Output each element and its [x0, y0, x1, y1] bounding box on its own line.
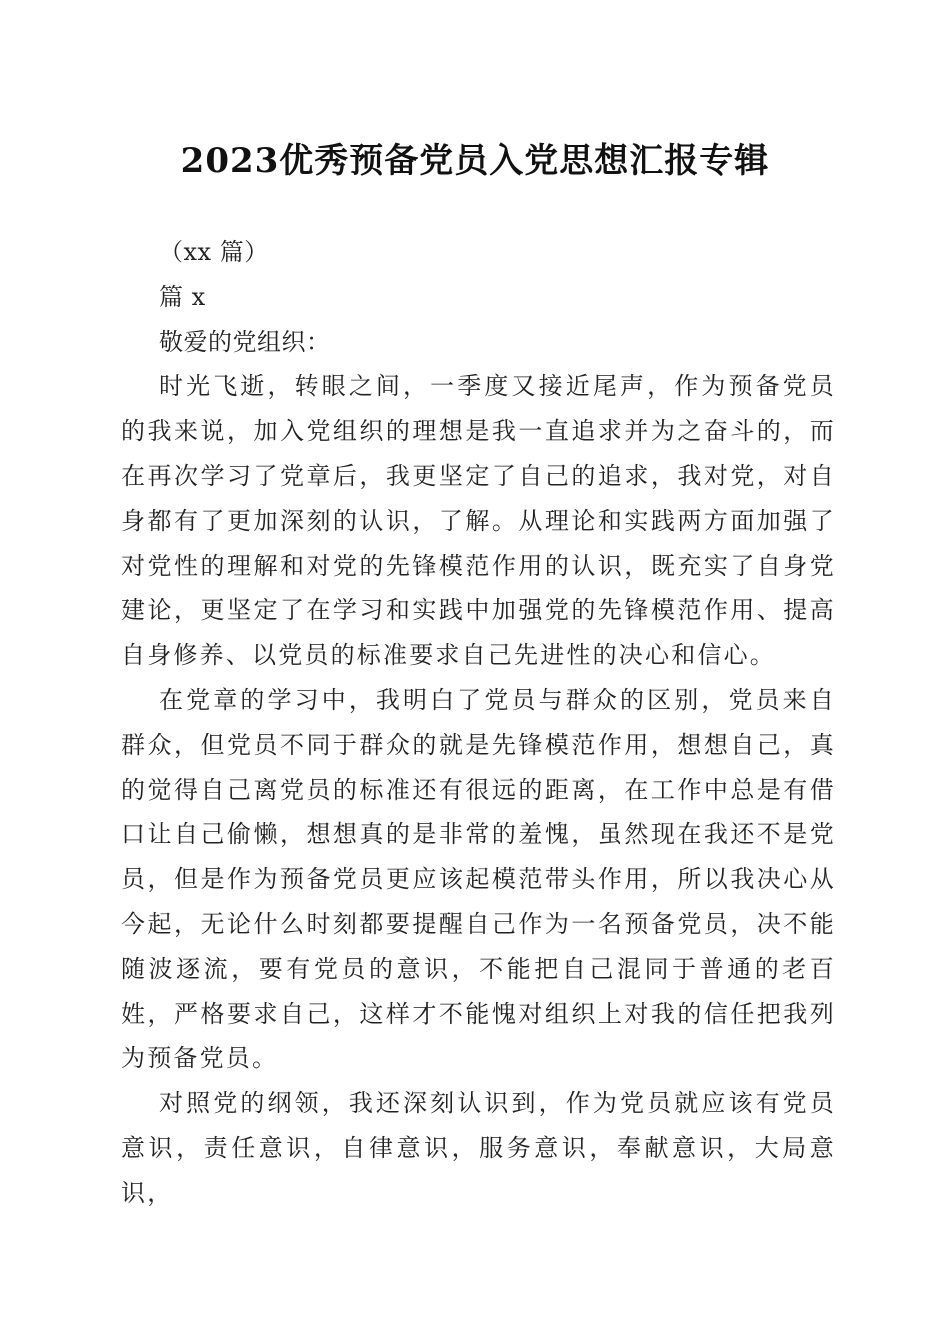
document-body	[121, 230, 836, 1216]
paragraph-2: 在党章的学习中，我明白了党员与群众的区别，党员来自群众，但党员不同于群众的就是先锋模范作用，想想自己，真的觉得自己离党员的标准还有很远的距离，在工作中总是有借口让自己偷懒，想想真的是非常的羞愧，虽然现在我还不是党员，但是作为预备党员更应该起模范带头作用，所以我决心从今起，无论什么时刻都要提醒自己作为一名预备党员，决不能随波逐流，要有党员的意识，不能把自己混同于普通的老百姓，严格要求自己，这样才不能愧对组织上对我的信任把我列为预备党员。	[121, 685, 836, 1073]
count-note: （xx 篇）	[159, 238, 269, 266]
section-label: 篇 x	[159, 282, 206, 311]
paragraph-1: 时光飞逝，转眼之间，一季度又接近尾声，作为预备党员的我来说，加入党组织的理想是我一直追求并为之奋斗的，而在再次学习了党章后，我更坚定了自己的追求，我对党，对自身都有了更加深刻的认识，了解。从理论和实践两方面加强了对党性的理解和对党的先锋模范作用的认识，既充实了自身党建论，更坚定了在学习和实践中加强党的先锋模范作用、提高自身修养、以党员的标准要求自己先进性的决心和信心。	[121, 372, 836, 670]
paragraph-3: 对照党的纲领，我还深刻认识到，作为党员就应该有党员意识，责任意识，自律意识，服务意识，奉献意识，大局意识，	[121, 1089, 836, 1207]
document-title: 2023优秀预备党员入党思想汇报专辑	[180, 141, 770, 181]
salutation: 敬爱的党组织：	[159, 327, 331, 356]
